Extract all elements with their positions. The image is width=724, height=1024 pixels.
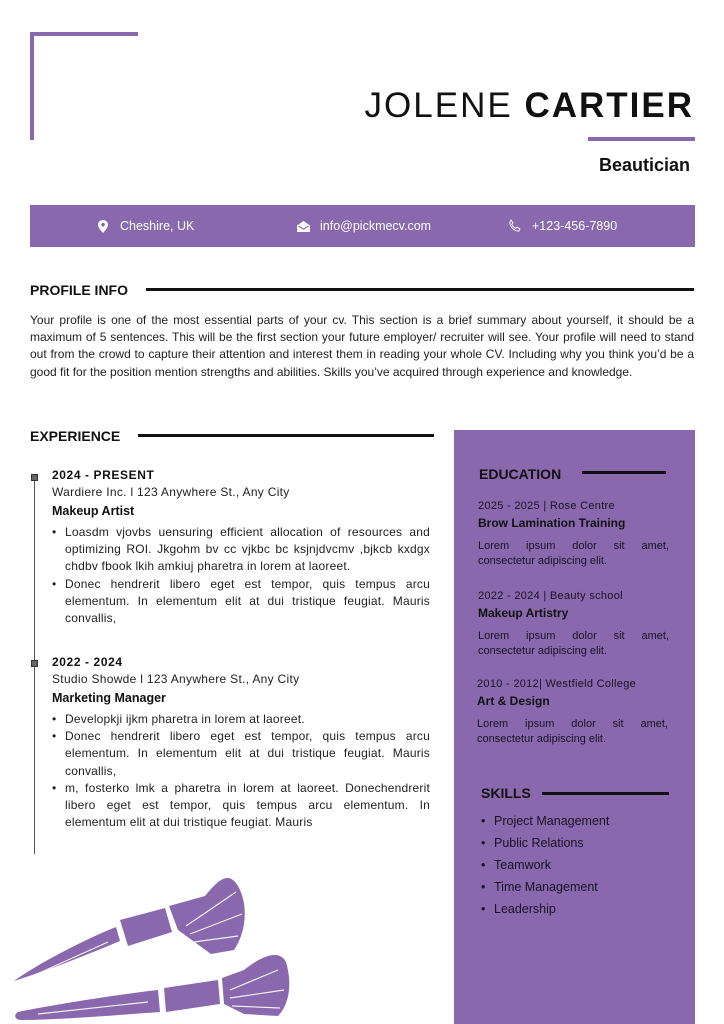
- timeline-marker: [31, 474, 38, 481]
- profile-divider: [146, 288, 694, 291]
- last-name: CARTIER: [524, 86, 694, 125]
- skill-item: • Teamwork: [481, 857, 609, 879]
- education-degree: Art & Design: [477, 694, 550, 708]
- skill-item: • Time Management: [481, 879, 609, 901]
- candidate-name: [365, 86, 694, 126]
- education-item: [478, 500, 669, 568]
- education-meta: 2010 - 2012| Westfield College: [477, 678, 637, 690]
- job-role: Makeup Artist: [52, 504, 135, 518]
- job-bullets: [52, 524, 430, 627]
- job-bullet: • Donec hendrerit libero eget est tempor, quis tempus arcu elementum. In elementum elit at dui tristique feugiat. Mauris convallis,: [65, 728, 430, 780]
- skills-list: [481, 813, 609, 923]
- experience-item: [52, 655, 430, 831]
- education-description: Lorem ipsum dolor sit amet, consectetur adipiscing elit.: [478, 630, 669, 657]
- education-description: Lorem ipsum dolor sit amet, consectetur adipiscing elit.: [478, 540, 669, 567]
- phone-icon: [508, 219, 522, 233]
- contact-email[interactable]: [296, 205, 431, 247]
- education-divider: [582, 471, 666, 474]
- experience-divider: [138, 434, 434, 437]
- job-bullet: • Developkji ijkm pharetra in lorem at laoreet.: [65, 711, 430, 728]
- envelope-icon: [296, 219, 310, 233]
- profile-summary: Your profile is one of the most essential parts of your cv. This section is a brief summary about yourself, it should be a maximum of 5 sentences. This will be the first section your future employer/ recruiter will see. Your profile will need to stand out from the crowd to capture their attention and interest them in reading your whole CV. Including why you think you’d be a good fit for the position mention strengths and abilities. Skills you’ve acquired through experience and knowledge.: [30, 313, 694, 379]
- skill-item: • Public Relations: [481, 835, 609, 857]
- timeline-marker: [31, 660, 38, 667]
- skill-item: • Project Management: [481, 813, 609, 835]
- job-company: Studio Showde l 123 Anywhere St., Any City: [52, 672, 300, 686]
- education-meta: 2025 - 2025 | Rose Centre: [478, 500, 615, 512]
- job-bullet: • Donec hendrerit libero eget est tempor, quis tempus arcu elementum. In elementum elit at dui tristique feugiat. Mauris convallis,: [65, 576, 430, 628]
- contact-location: [96, 205, 194, 247]
- profile-heading: PROFILE INFO: [30, 282, 128, 298]
- skills-heading: SKILLS: [481, 785, 531, 801]
- education-item: [478, 590, 669, 658]
- education-item: [477, 678, 668, 746]
- experience-item: [52, 468, 430, 627]
- job-period: 2024 - PRESENT: [52, 468, 155, 482]
- skill-item: • Leadership: [481, 901, 609, 923]
- map-pin-icon: [96, 219, 110, 233]
- education-degree: Brow Lamination Training: [478, 516, 626, 530]
- job-role: Marketing Manager: [52, 691, 166, 705]
- corner-accent-vertical: [30, 32, 34, 140]
- education-heading: EDUCATION: [479, 466, 562, 482]
- job-title: Beautician: [598, 155, 690, 175]
- education-meta: 2022 - 2024 | Beauty school: [478, 590, 623, 602]
- experience-heading: EXPERIENCE: [30, 428, 121, 444]
- job-bullet: • m, fosterko lmk a pharetra in lorem at laoreet. Donechendrerit libero eget est tempor, quis tempus arcu elementum. In elementum elit at dui tristique feugiat. Mauris: [65, 780, 430, 832]
- name-underline: [588, 137, 695, 141]
- location-text: Cheshire, UK: [120, 219, 195, 233]
- education-degree: Makeup Artistry: [478, 606, 569, 620]
- email-text[interactable]: info@pickmecv.com: [320, 219, 432, 233]
- job-company: Wardiere Inc. l 123 Anywhere St., Any City: [52, 485, 290, 499]
- makeup-brushes-icon: [8, 862, 298, 1024]
- job-bullet: • Loasdm vjovbs uensuring efficient allocation of resources and optimizing ROI. Jkgohm bv cc vjkbc bc ksjnjdvcmv ,bjkcb kxdgx chdbv fbook lkih amkiuj pharetra in lorem at laoreet.: [65, 524, 430, 576]
- contact-bar: [30, 205, 695, 247]
- job-bullets: [52, 711, 430, 831]
- education-description: Lorem ipsum dolor sit amet, consectetur adipiscing elit.: [477, 718, 668, 745]
- phone-text[interactable]: +123-456-7890: [532, 219, 618, 233]
- corner-accent-horizontal: [30, 32, 138, 36]
- first-name: JOLENE: [364, 86, 513, 125]
- job-period: 2022 - 2024: [52, 655, 123, 669]
- skills-divider: [542, 792, 669, 795]
- contact-phone[interactable]: [508, 205, 617, 247]
